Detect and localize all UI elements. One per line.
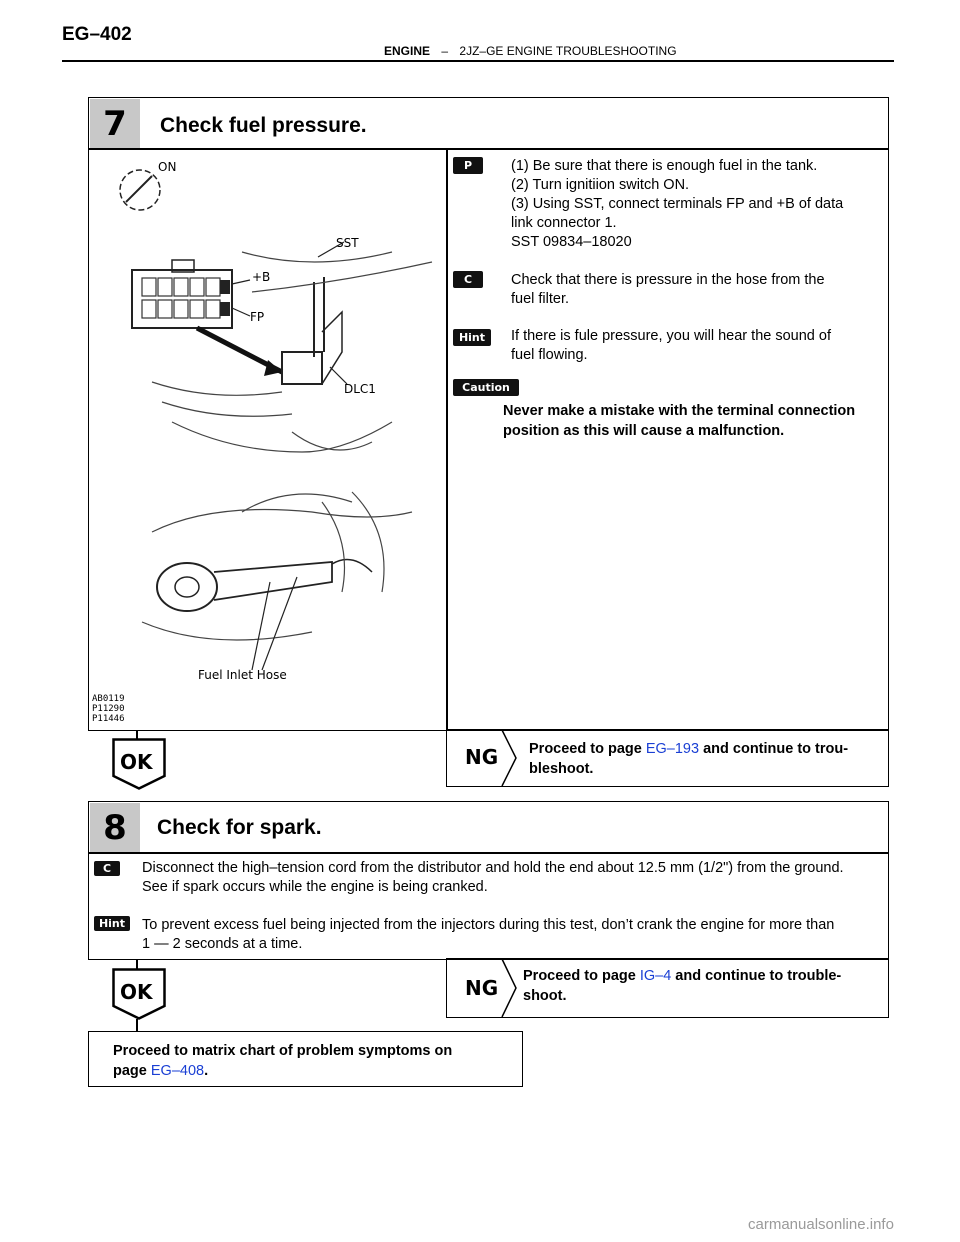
final-proceed-text <box>113 1041 518 1081</box>
step8-hint-text <box>142 916 887 954</box>
figure-code-1: AB0119 <box>92 694 125 704</box>
figure-code-2: P11290 <box>92 704 125 714</box>
check-line-2: fuel filter. <box>511 291 570 307</box>
final-line-2-post: . <box>204 1063 209 1079</box>
step7-caution-text <box>503 401 891 441</box>
step8-title: Check for spark. <box>157 816 322 839</box>
step7-ng-pre: Proceed to page <box>529 741 646 757</box>
caution-line-1: Never make a mistake with the terminal connection <box>503 403 856 419</box>
step7-ng-label: NG <box>465 745 499 769</box>
step8-check-line-1: Disconnect the high–tension cord from the distributor and hold the end about 12.5 mm (1/2") from the ground. <box>142 860 844 876</box>
step8-check-text <box>142 859 887 897</box>
step7-check-text <box>511 271 887 309</box>
step8-ng-pre: Proceed to page <box>523 968 640 984</box>
step8-ng-text <box>523 966 883 1006</box>
label-dlc1: DLC1 <box>344 382 376 396</box>
step8-ng-chevron <box>500 958 520 1018</box>
hint-line-2: fuel flowing. <box>511 347 588 363</box>
link-eg-193[interactable]: EG–193 <box>645 741 700 757</box>
procedure-line-3: (3) Using SST, connect terminals FP and +B of data <box>511 196 844 212</box>
step8-hint-tag: Hint <box>94 916 130 931</box>
running-header <box>384 44 677 58</box>
step8-ok-badge <box>112 968 166 1020</box>
final-line-2-pre: page <box>113 1063 151 1079</box>
section-name: ENGINE <box>384 44 431 58</box>
label-plus-b: +B <box>252 270 271 284</box>
step7-divider <box>446 148 448 731</box>
figure-codes <box>92 694 125 724</box>
step7-title: Check fuel pressure. <box>160 114 367 137</box>
step7-hint-text <box>511 327 887 365</box>
link-ig-4[interactable]: IG–4 <box>639 968 672 984</box>
step8-hint-line-1: To prevent excess fuel being injected from the injectors during this test, don’t crank the engine for more than <box>142 917 835 933</box>
procedure-line-4: link connector 1. <box>511 215 617 231</box>
link-eg-408[interactable]: EG–408 <box>150 1063 205 1079</box>
step8-ng-label: NG <box>465 976 499 1000</box>
step7-ng-chevron <box>500 729 520 787</box>
final-line-2 <box>113 1061 518 1081</box>
step8-number: 8 <box>90 803 140 852</box>
label-fp: FP <box>250 310 265 324</box>
header-separator: – <box>441 44 449 58</box>
hint-tag: Hint <box>453 329 491 346</box>
step8-ng-line-1 <box>523 966 883 986</box>
subsection-name: 2JZ–GE ENGINE TROUBLESHOOTING <box>459 44 677 58</box>
figure-code-3: P11446 <box>92 714 125 724</box>
hint-line-1: If there is fule pressure, you will hear the sound of <box>511 328 831 344</box>
caution-line-2: position as this will cause a malfunction. <box>503 423 785 439</box>
step8-ok-label: OK <box>120 980 153 1004</box>
label-sst: SST <box>336 236 359 250</box>
check-line-1: Check that there is pressure in the hose from the <box>511 272 825 288</box>
step7-ng-line-1 <box>529 739 889 759</box>
procedure-line-5: SST 09834–18020 <box>511 234 632 250</box>
step8-check-tag: C <box>94 861 120 876</box>
page-number: EG–402 <box>62 24 132 45</box>
step7-ng-line-2: bleshoot. <box>529 761 594 777</box>
step7-ng-post: and continue to trou- <box>699 741 849 757</box>
step8-hint-line-2: 1 — 2 seconds at a time. <box>142 936 303 952</box>
fuel-pump-illustration <box>92 152 442 728</box>
caution-tag: Caution <box>453 379 519 396</box>
check-tag: C <box>453 271 483 288</box>
step8-ng-line-2: shoot. <box>523 988 567 1004</box>
watermark: carmanualsonline.info <box>748 1216 894 1233</box>
label-fuel-inlet-hose: Fuel Inlet Hose <box>198 668 287 682</box>
step7-number: 7 <box>90 99 140 148</box>
step8-check-line-2: See if spark occurs while the engine is being cranked. <box>142 879 488 895</box>
step7-ok-label: OK <box>120 750 153 774</box>
final-line-1: Proceed to matrix chart of problem symptoms on <box>113 1043 453 1059</box>
procedure-tag: P <box>453 157 483 174</box>
procedure-line-1: (1) Be sure that there is enough fuel in the tank. <box>511 158 818 174</box>
step7-procedure-text <box>511 157 887 252</box>
step7-ng-text <box>529 739 889 779</box>
procedure-line-2: (2) Turn ignitiion switch ON. <box>511 177 690 193</box>
step8-ng-post: and continue to trouble- <box>671 968 842 984</box>
header-rule <box>62 60 894 62</box>
label-on: ON <box>158 160 177 174</box>
step7-ok-badge <box>112 738 166 790</box>
illustration-svg <box>92 152 442 728</box>
